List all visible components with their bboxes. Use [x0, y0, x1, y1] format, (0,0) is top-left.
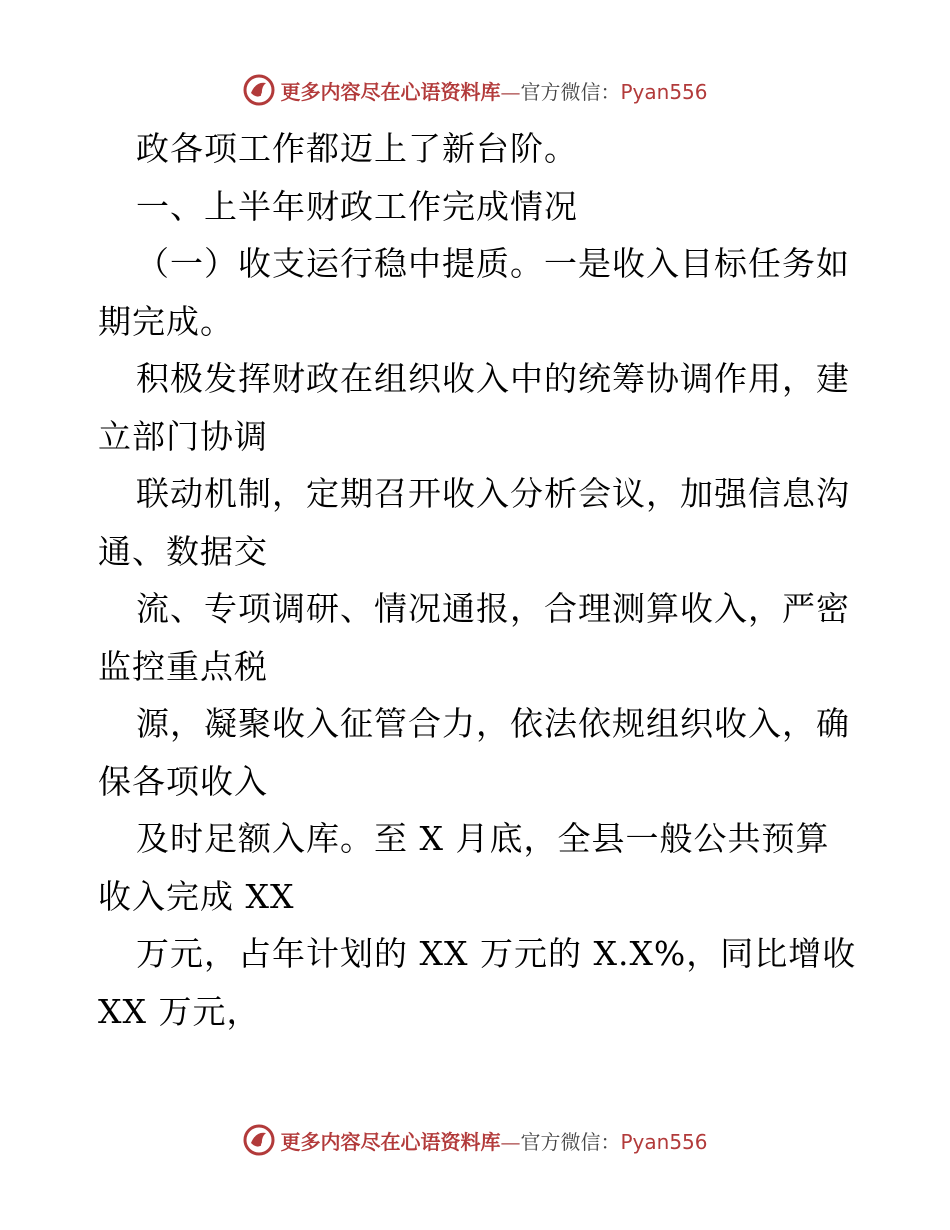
watermark-wechat-label: 官方微信：: [520, 79, 621, 104]
watermark-text: [280, 1126, 707, 1155]
body-line: 通、数据交: [98, 531, 268, 571]
body-line: 政各项工作都迈上了新台阶。: [136, 129, 578, 168]
header-watermark: [0, 70, 950, 110]
watermark-wechat-id: Pyan556: [620, 79, 708, 104]
body-line: （一）收支运行稳中提质。一是收入目标任务如: [136, 244, 850, 283]
body-line: 期完成。: [98, 301, 234, 341]
body-line: 联动机制，定期召开收入分析会议，加强信息沟: [136, 474, 850, 513]
document-body: [98, 120, 858, 1040]
body-line: 保各项收入: [98, 761, 268, 801]
body-line: 收入完成 XX: [98, 876, 295, 916]
watermark-wechat-label: 官方微信：: [520, 1129, 621, 1154]
body-line: 及时足额入库。至 X 月底，全县一般公共预算: [136, 819, 830, 858]
body-line: 源，凝聚收入征管合力，依法依规组织收入，确: [136, 704, 850, 743]
watermark-site-text: 更多内容尽在心语资料库: [280, 1129, 501, 1154]
body-line: 立部门协调: [98, 416, 268, 456]
watermark-dash: —: [500, 79, 521, 104]
body-line: XX 万元，: [98, 991, 261, 1031]
body-line: 积极发挥财政在组织收入中的统筹协调作用，建: [136, 359, 850, 398]
watermark-text: [280, 76, 707, 105]
footer-watermark: [0, 1120, 950, 1160]
watermark-wechat-id: Pyan556: [620, 1129, 708, 1154]
section-heading: 一、上半年财政工作完成情况: [136, 186, 578, 226]
body-line: 流、专项调研、情况通报，合理测算收入，严密: [136, 589, 850, 628]
seal-logo-icon: [242, 73, 276, 107]
seal-logo-icon: [242, 1123, 276, 1157]
watermark-dash: —: [500, 1129, 521, 1154]
watermark-site-text: 更多内容尽在心语资料库: [280, 79, 501, 104]
body-line: 监控重点税: [98, 646, 268, 686]
body-line: 万元，占年计划的 XX 万元的 X.X%，同比增收: [136, 934, 857, 973]
